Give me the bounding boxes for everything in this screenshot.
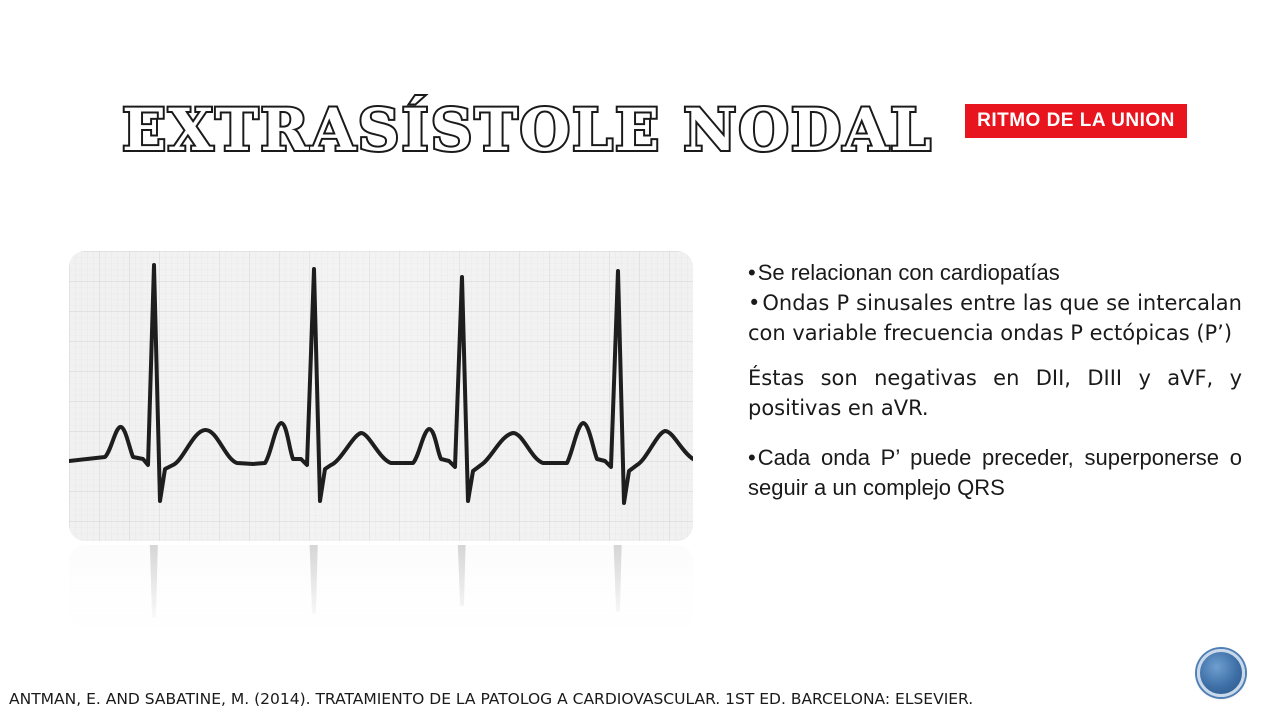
slide-nav-circle-icon[interactable] [1197,649,1245,697]
citation-footer: ANTMAN, E. AND SABATINE, M. (2014). TRATAMIENTO DE LA PATOLOG A CARDIOVASCULAR. 1ST ED. BARCELONA: ELSEVIER. [9,690,974,708]
slide-title: EXTRASÍSTOLE NODAL [122,96,933,164]
ritmo-badge: RITMO DE LA UNION [965,104,1187,138]
bullet-onda-p-prima: • Cada onda P’ puede preceder, superponerse o seguir a un complejo QRS [748,443,1242,503]
bullet-cardiopatias: • Se relacionan con cardiopatías [748,258,1242,288]
ecg-reflection-drawing [69,545,693,630]
bullet-ondas-p: • Ondas P sinusales entre las que se intercalan con variable frecuencia ondas P ectópicas (P’) [748,288,1242,348]
ecg-reflection [69,545,693,630]
bullet-list [748,258,1242,503]
ecg-strip-drawing [69,251,693,541]
paragraph-negativas: Éstas son negativas en DII, DIII y aVF, y positivas en aVR. [748,366,1242,420]
ecg-image [69,251,693,541]
